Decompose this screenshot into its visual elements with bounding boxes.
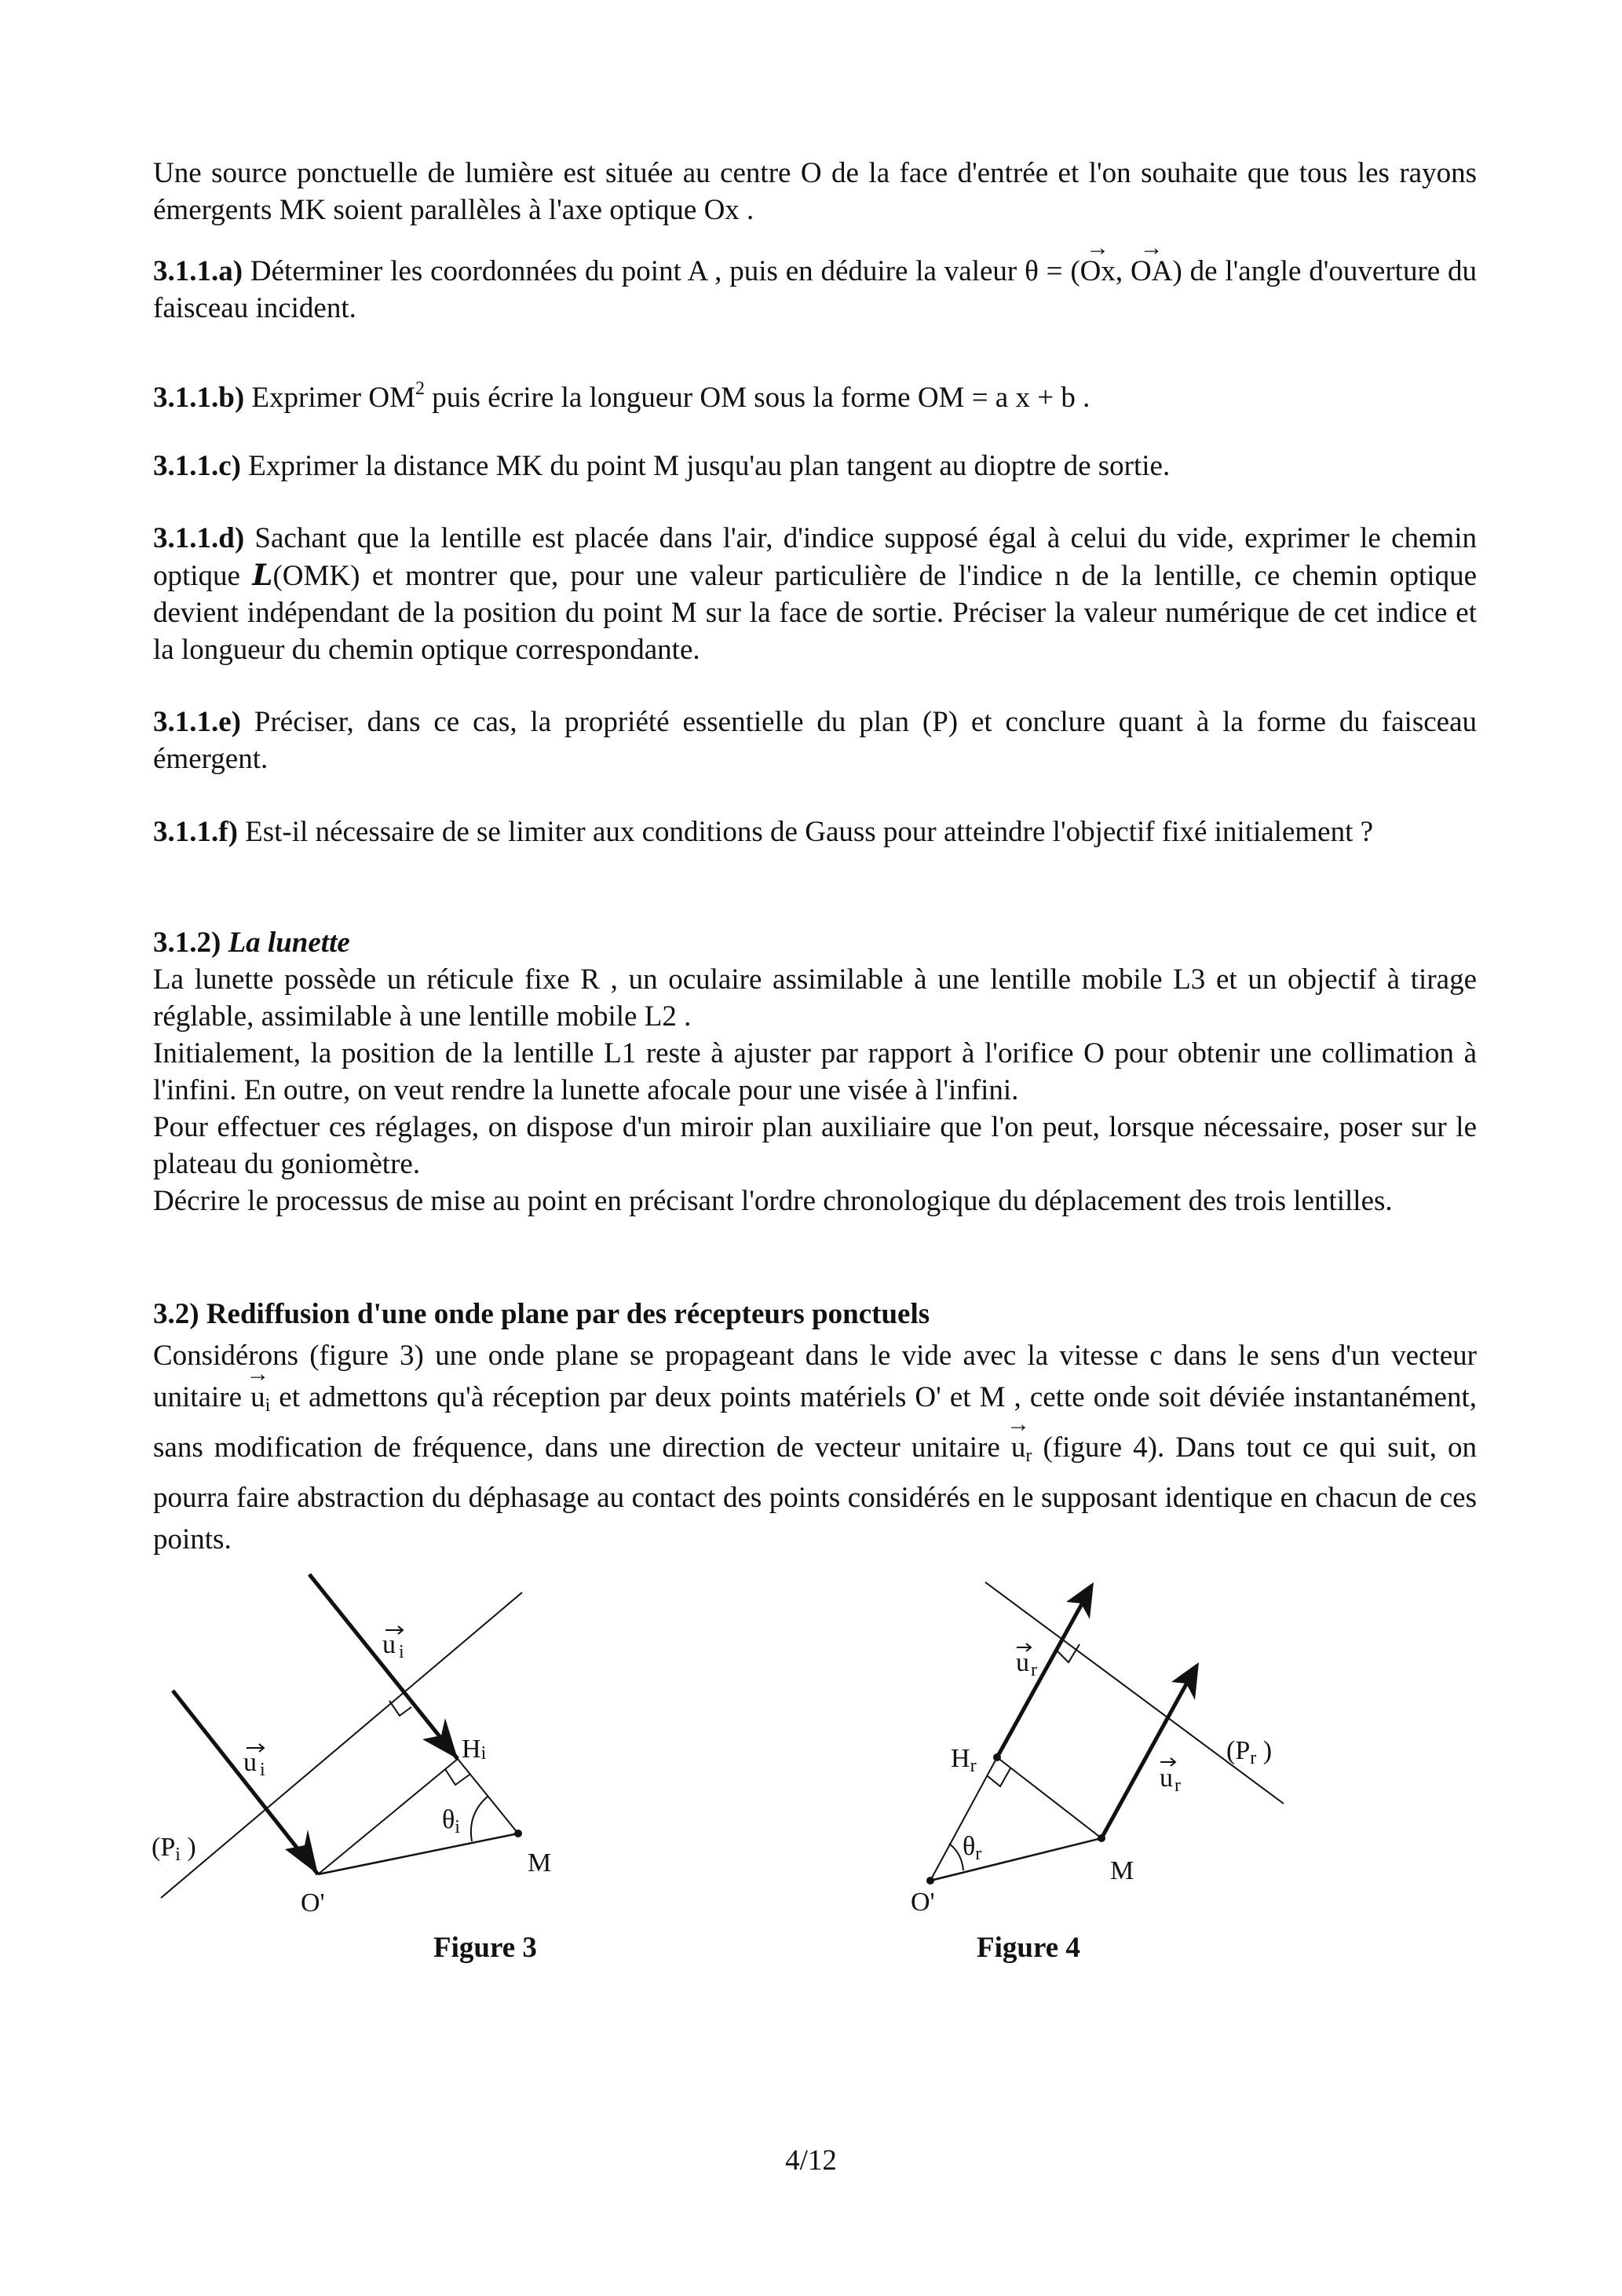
vector-ui [250,1377,265,1418]
label-plane-pi: (Pi ) [152,1833,196,1865]
question-label: 3.1.1.c) [153,450,241,482]
vector-oa: → OA [1131,253,1172,290]
label-o-prime: O' [301,1888,325,1918]
point-m [1098,1834,1105,1842]
vector-ox: → Ox [1080,253,1116,290]
lunette-paragraph-4: Décrire le processus de mise au point en précisant l'ordre chronologique du déplacement des trois lentilles. [153,1185,1393,1217]
theta-formula: θ = ( [1025,255,1080,287]
label-vector-ui: u i [382,1630,404,1662]
right-angle-mark [445,1769,469,1785]
formula-close: ) [1172,255,1182,287]
question-3-1-1-d [153,520,1477,668]
wave-plane-line [985,1582,1284,1804]
question-3-1-1-e [153,704,1477,777]
section-3-2-body [153,1335,1477,1560]
vector-symbol: u [1010,1431,1026,1464]
vector-subscript: r [1025,1446,1032,1466]
label-o-prime: O' [911,1888,935,1917]
segment-oprime-m [930,1838,1101,1881]
label-vector-ur: ur [1016,1648,1037,1680]
label-vector-ur: ur [1160,1764,1181,1796]
point-h-r [993,1753,1001,1761]
vector-ur [1011,1427,1026,1468]
optical-path-symbol: L [252,558,273,592]
question-text: Sachant que la lentille est placée dans l'air, d'indice supposé égal à celui du vide, exprimer le chemin optique [153,522,1477,592]
point-m [514,1830,522,1837]
label-m: M [528,1848,552,1877]
scattered-ray-m [1101,1674,1192,1838]
arrowhead [1171,1662,1199,1700]
question-label: 3.1.1.a) [153,255,243,287]
label-theta-i: θi [442,1805,460,1837]
angle-arc-theta-r [949,1844,963,1870]
question-3-1-1-f [153,813,1477,850]
label-h-i: Hi [462,1735,487,1764]
right-angle-mark [988,1768,1010,1786]
figure-3-caption: Figure 3 [433,1932,537,1964]
label-vector-ui: u i [243,1748,265,1780]
intro-paragraph [153,155,1477,229]
question-text: Exprimer la distance MK du point M jusqu'au plan tangent au dioptre de sortie. [241,450,1171,482]
question-text: Est-il nécessaire de se limiter aux conditions de Gauss pour atteindre l'objectif fixé initialement ? [237,816,1374,848]
page-number: 4/12 [785,2144,837,2177]
body-text-1: Considérons (figure 3) une onde plane se propageant dans le vide avec la vitesse c dans le sens d'un vecteur unitaire [153,1340,1477,1413]
angle-arc-theta-i [471,1796,488,1841]
question-label: 3.1.1.b) [153,382,245,414]
question-text-after: (OMK) et montrer que, pour une valeur particulière de l'indice n de la lentille, ce chemin optique devient indépendant de la position du point M sur la face de sortie. Préciser la valeur numérique de cet indice et la longueur du chemin optique correspondante. [153,560,1478,666]
question-text-after: de l'angle d'ouverture du faisceau incident. [153,255,1478,324]
point-o-prime [926,1877,934,1885]
label-theta-r: θr [963,1832,982,1864]
vector-subscript: i [265,1395,271,1416]
question-3-1-1-a [153,253,1477,327]
exponent: 2 [415,378,426,399]
question-text: Préciser, dans ce cas, la propriété essentielle du plan (P) et conclure quant à la forme du faisceau émergent. [153,706,1477,775]
figure-4-caption: Figure 4 [977,1932,1080,1964]
question-text-after: puis écrire la longueur OM sous la forme OM = a x + b . [425,382,1090,414]
formula-comma: , [1115,255,1131,287]
intro-text: Une source ponctuelle de lumière est située au centre O de la face d'entrée et l'on souhaite que tous les rayons émergents MK soient parallèles à l'axe optique Ox . [153,157,1477,226]
question-3-1-1-b [153,371,1477,416]
lunette-paragraph-1: La lunette possède un réticule fixe R , un oculaire assimilable à une lentille mobile L3 et un objectif à tirage réglable, assimilable à une lentille mobile L2 . [153,963,1477,1033]
label-plane-pr: (Pr ) [1226,1736,1273,1768]
right-angle-mark [389,1701,411,1716]
question-text: Exprimer OM [244,382,416,414]
lunette-paragraph-2: Initialement, la position de la lentille L1 reste à ajuster par rapport à l'orifice O pour obtenir une collimation à l'infini. En outre, on veut rendre la lunette afocale pour une visée à l'infini. [153,1037,1477,1106]
body-text-3: (figure 4). Dans tout ce qui suit, on pourra faire abstraction du déphasage au contact des points considérés en le supposant identique en chacun de ces points. [153,1431,1477,1556]
question-text: Déterminer les coordonnées du point A , puis en déduire la valeur [243,255,1025,287]
figure-4 [887,1563,1390,1987]
segment-oprime-m [318,1834,518,1874]
label-m: M [1110,1856,1134,1885]
lunette-paragraph-3: Pour effectuer ces réglages, on dispose d'un miroir plan auxiliaire que l'on peut, lorsque nécessaire, poser sur le plateau du goniomètre. [153,1111,1477,1180]
segment-hr-m [997,1757,1101,1838]
segment-oprime-hi [318,1759,458,1874]
arrowhead [1066,1582,1094,1619]
section-3-2-heading: 3.2) Rediffusion d'une onde plane par des récepteurs ponctuels [153,1298,930,1330]
section-3-1-2-heading [153,924,350,961]
question-label: 3.1.1.e) [153,706,241,738]
scattered-ray-hr [997,1594,1087,1757]
vector-symbol: u [250,1381,265,1413]
body-text-2: et admettons qu'à réception par deux points matériels O' et M , cette onde soit déviée instantanément, sans modification de fréquence, dans une direction de vecteur unitaire [153,1381,1477,1464]
question-label: 3.1.1.d) [153,522,245,554]
figure-3 [141,1563,581,1987]
segment-oprime-hr [930,1757,997,1881]
label-h-r: Hr [951,1744,977,1776]
section-number: 3.1.2) [153,927,228,959]
question-label: 3.1.1.f) [153,816,238,848]
section-3-1-2-body [153,961,1477,1219]
section-title: La lunette [228,927,350,959]
question-3-1-1-c [153,448,1477,484]
